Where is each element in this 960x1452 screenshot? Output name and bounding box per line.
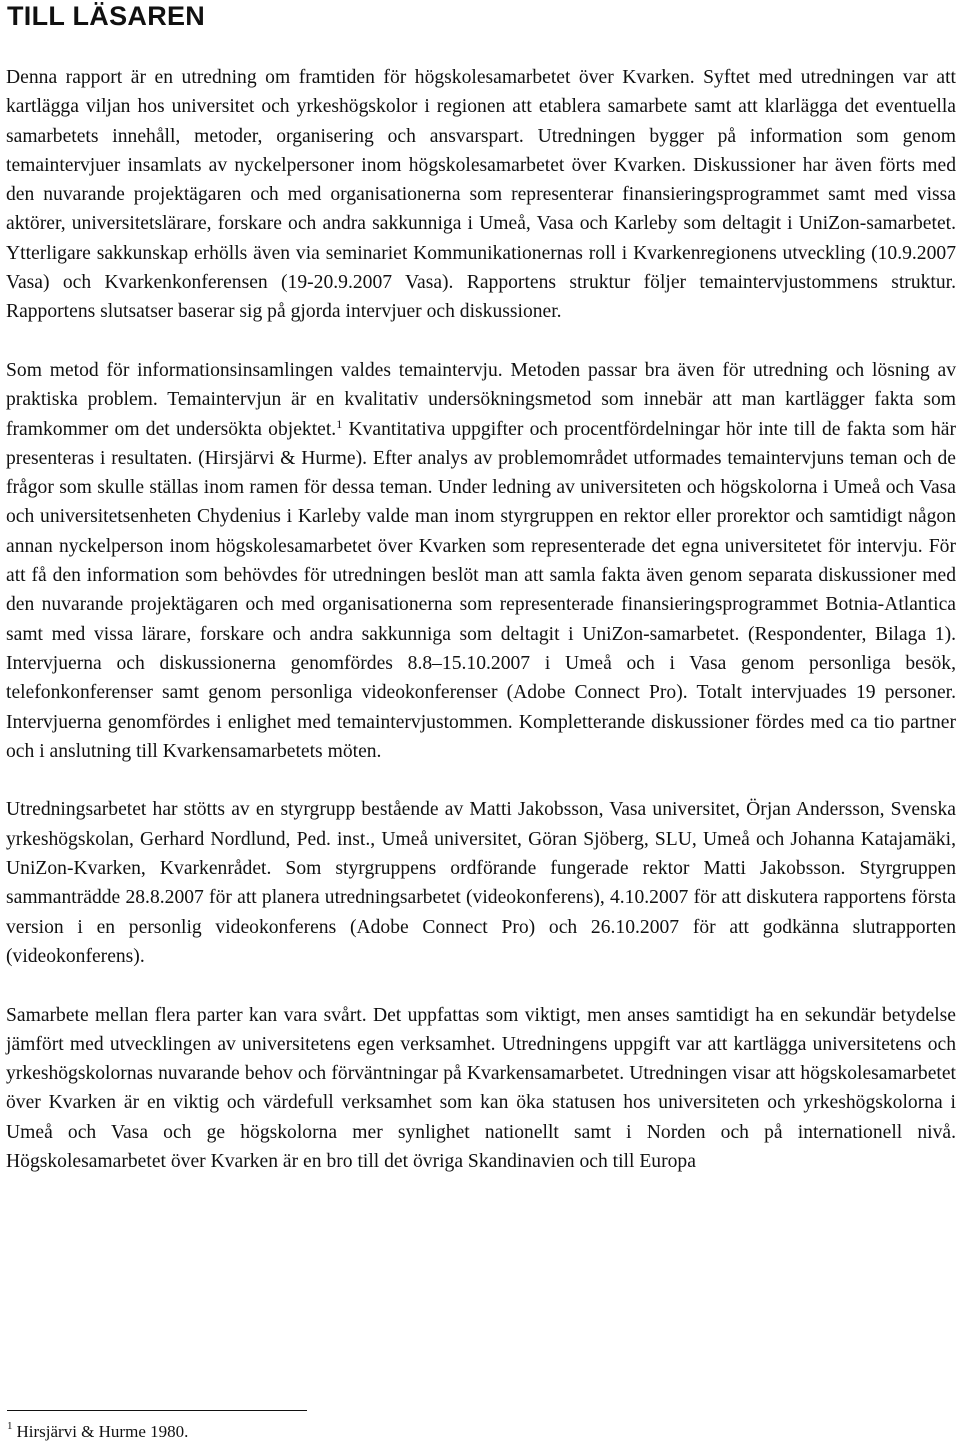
footnote	[7, 1420, 188, 1444]
footnote-reference: 1	[336, 416, 343, 431]
paragraph-method-text-after: Kvantitativa uppgifter och procentfördelningar hör inte till de fakta som här presenteras i resultaten. (Hirsjärvi & Hurme). Efter analys av problemområdet utformades temaintervjuns teman och de frågor som skulle ställas inom ramen för dessa teman. Under ledning av universiteten och högskolorna i Umeå och Vasa och universitetsenheten Chydenius i Karleby valde man inom styrgruppen en rektor eller prorektor och samtidigt någon annan nyckelperson inom högskolesamarbetet över Kvarken som representerade det egna universitetet för intervju. För att få den information som behövdes för utredningen beslöt man att samla fakta även genom separata diskussioner med den nuvarande projektägaren och med organisationerna som representerade finansieringsprogrammet Botnia-Atlantica samt med vissa lärare, forskare och andra sakkunniga som deltagit i UniZon-samarbetet. (Respondenter, Bilaga 1). Intervjuerna och diskussionerna genomfördes 8.8–15.10.2007 i Umeå och i Vasa genom personliga besök, telefonkonferenser samt genom personliga videokonferenser (Adobe Connect Pro). Totalt intervjuades 19 personer. Intervjuerna genomfördes i enlighet med temaintervjustommen. Kompletterande diskussioner fördes med ca tio partner och i anslutning till Kvarkensamarbetets möten.	[6, 418, 956, 762]
page-title: TILL LÄSAREN	[7, 1, 206, 31]
paragraph-method	[6, 356, 956, 766]
footnote-number: 1	[7, 1420, 13, 1432]
paragraph-cooperation: Samarbete mellan flera parter kan vara svårt. Det uppfattas som viktigt, men anses samtidigt ha en sekundär betydelse jämfört med utvecklingen av universitetens egen verksamhet. Utredningens uppgift var att kartlägga universitetens och yrkeshögskolornas nuvarande behov och förväntningar på Kvarkensamarbetet. Utredningen visar att högskolesamarbetet över Kvarken är en viktig och värdefull verksamhet som kan öka statusen hos universiteten och yrkeshögskolorna i Umeå och Vasa och ge högskolorna mer synlighet nationellt samt i Norden och på internationell nivå. Högskolesamarbetet över Kvarken är en bro till det övriga Skandinavien och till Europa	[6, 1004, 956, 1172]
footnote-divider	[7, 1410, 307, 1411]
paragraph-steering-group: Utredningsarbetet har stötts av en styrgrupp bestående av Matti Jakobsson, Vasa universitet, Örjan Andersson, Svenska yrkeshögskolan, Gerhard Nordlund, Ped. inst., Umeå universitet, Göran Sjöberg, SLU, Umeå och Johanna Katajamäki, UniZon-Kvarken, Kvarkenrådet. Som styrgruppens ordförande fungerade rektor Matti Jakobsson. Styrgruppen sammanträdde 28.8.2007 för att planera utredningsarbetet (videokonferens), 4.10.2007 för att diskutera rapportens första version i en personlig videokonferens (Adobe Connect Pro) och 26.10.2007 för att godkänna slutrapporten (videokonferens).	[6, 799, 956, 967]
footnote-text: Hirsjärvi & Hurme 1980.	[16, 1422, 189, 1441]
paragraph-method-text-before: Som metod för informationsinsamlingen valdes temaintervju. Metoden passar bra även för utredning och lösning av praktiska problem. Temaintervjun är en kvalitativ undersökningsmetod som innebär att man kartlägger fakta som framkommer om det undersökta objektet.	[6, 359, 956, 440]
paragraph-intro: Denna rapport är en utredning om framtiden för högskolesamarbetet över Kvarken. Syftet med utredningen var att kartlägga viljan hos universitet och yrkeshögskolor i regionen att etablera samarbete samt att klarlägga det eventuella samarbetets innehåll, metoder, organisering och ansvarspart. Utredningen bygger på information som genom temaintervjuer insamlats av nyckelpersoner inom högskolesamarbetet över Kvarken. Diskussioner har även förts med den nuvarande projektägaren och med organisationerna som representerar finansieringsprogrammet samt med vissa aktörer, universitetslärare, forskare och andra sakkunniga i Umeå, Vasa och Karleby som deltagit i UniZon-samarbetet. Ytterligare sakkunskap erhölls även via seminariet Kommunikationernas roll i Kvarkenregionens utveckling (10.9.2007 Vasa) och Kvarkenkonferensen (19-20.9.2007 Vasa). Rapportens struktur följer temaintervjustommens struktur. Rapportens slutsatser baserar sig på gjorda intervjuer och diskussioner.	[6, 67, 956, 323]
body-text	[6, 63, 956, 1176]
